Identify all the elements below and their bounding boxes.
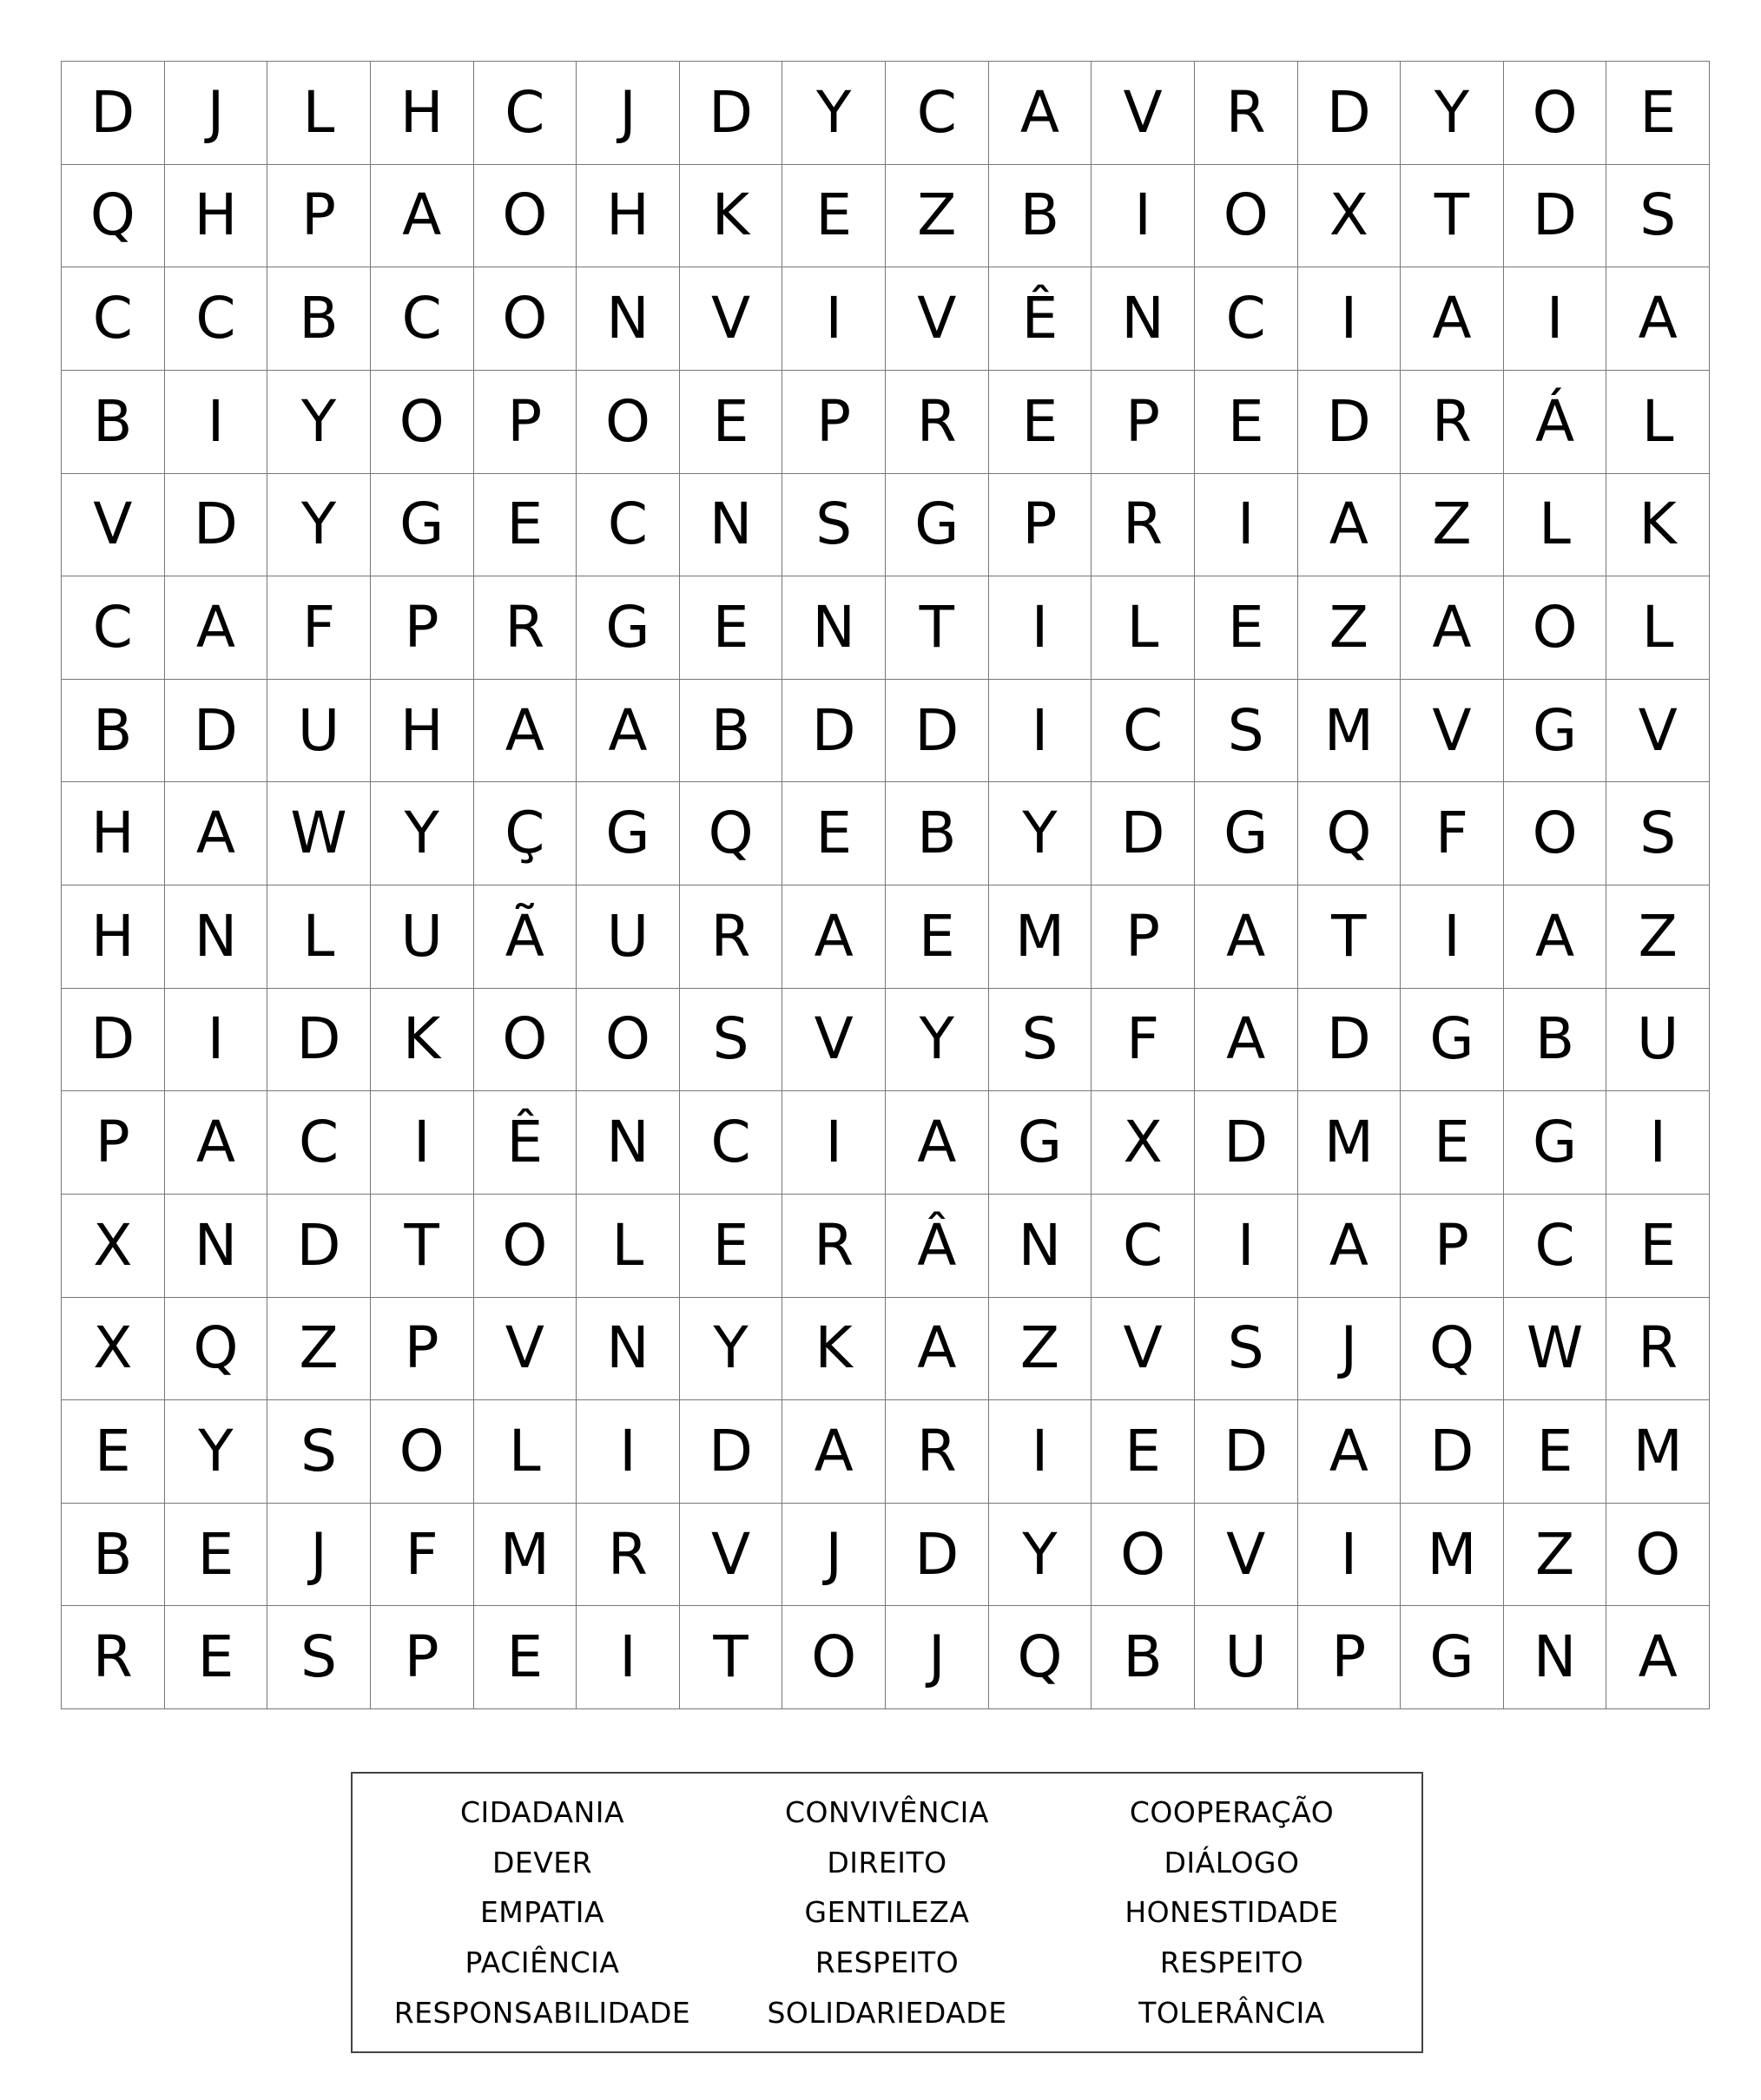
grid-cell[interactable]: I — [1606, 1091, 1710, 1195]
grid-cell[interactable]: W — [1504, 1298, 1607, 1401]
grid-cell[interactable]: Q — [165, 1298, 268, 1401]
grid-cell[interactable]: A — [1298, 474, 1402, 577]
grid-cell[interactable]: A — [165, 1091, 268, 1195]
grid-cell[interactable]: E — [165, 1504, 268, 1607]
grid-cell[interactable]: X — [62, 1195, 165, 1298]
grid-cell[interactable]: X — [62, 1298, 165, 1401]
grid-cell[interactable]: H — [577, 165, 680, 268]
grid-cell[interactable]: D — [1504, 165, 1607, 268]
grid-cell[interactable]: D — [267, 1195, 371, 1298]
grid-cell[interactable]: R — [680, 885, 783, 989]
grid-cell[interactable]: U — [1606, 989, 1710, 1092]
grid-cell[interactable]: H — [371, 62, 474, 165]
grid-cell[interactable]: B — [1504, 989, 1607, 1092]
grid-cell[interactable]: Z — [886, 165, 989, 268]
grid-cell[interactable]: T — [1298, 885, 1402, 989]
grid-cell[interactable]: R — [474, 576, 577, 680]
grid-cell[interactable]: O — [371, 371, 474, 474]
grid-cell[interactable]: S — [1195, 680, 1298, 783]
grid-cell[interactable]: E — [680, 1195, 783, 1298]
grid-cell[interactable]: T — [680, 1606, 783, 1709]
grid-cell[interactable]: B — [989, 165, 1092, 268]
grid-cell[interactable]: A — [1401, 576, 1504, 680]
grid-cell[interactable]: Q — [1401, 1298, 1504, 1401]
grid-cell[interactable]: A — [1195, 989, 1298, 1092]
grid-cell[interactable]: C — [577, 474, 680, 577]
grid-cell[interactable]: V — [62, 474, 165, 577]
word-list-item: EMPATIA — [479, 1895, 605, 1930]
grid-cell[interactable]: D — [1298, 371, 1402, 474]
grid-cell[interactable]: Z — [267, 1298, 371, 1401]
grid-cell[interactable]: U — [577, 885, 680, 989]
grid-cell[interactable]: Ê — [474, 1091, 577, 1195]
grid-cell[interactable]: I — [1298, 1504, 1402, 1607]
grid-cell[interactable]: I — [165, 989, 268, 1092]
grid-cell[interactable]: E — [1195, 371, 1298, 474]
grid-cell[interactable]: V — [782, 989, 886, 1092]
grid-cell[interactable]: P — [989, 474, 1092, 577]
grid-cell[interactable]: T — [1401, 165, 1504, 268]
grid-cell[interactable]: N — [165, 885, 268, 989]
grid-cell[interactable]: G — [886, 474, 989, 577]
grid-cell[interactable]: I — [1195, 474, 1298, 577]
grid-cell[interactable]: V — [1092, 62, 1195, 165]
grid-cell[interactable]: U — [267, 680, 371, 783]
grid-cell[interactable]: S — [1606, 165, 1710, 268]
grid-cell[interactable]: T — [886, 576, 989, 680]
grid-cell[interactable]: P — [371, 1606, 474, 1709]
grid-cell[interactable]: P — [371, 1298, 474, 1401]
grid-cell[interactable]: A — [577, 680, 680, 783]
grid-cell[interactable]: T — [371, 1195, 474, 1298]
grid-cell[interactable]: G — [989, 1091, 1092, 1195]
grid-cell[interactable]: Z — [1606, 885, 1710, 989]
grid-cell[interactable]: P — [782, 371, 886, 474]
grid-cell[interactable]: A — [474, 680, 577, 783]
word-list-item: DIÁLOGO — [1164, 1845, 1300, 1879]
grid-cell[interactable]: S — [267, 1400, 371, 1504]
grid-cell[interactable]: P — [1401, 1195, 1504, 1298]
grid-cell[interactable]: O — [782, 1606, 886, 1709]
grid-cell[interactable]: E — [782, 782, 886, 885]
grid-cell[interactable]: L — [267, 885, 371, 989]
grid-cell[interactable]: M — [989, 885, 1092, 989]
grid-cell[interactable]: Z — [1401, 474, 1504, 577]
grid-cell[interactable]: D — [1298, 989, 1402, 1092]
word-list-item: CONVIVÊNCIA — [785, 1795, 989, 1830]
grid-cell[interactable]: Ã — [474, 885, 577, 989]
grid-cell[interactable]: Y — [782, 62, 886, 165]
grid-cell[interactable]: A — [782, 1400, 886, 1504]
grid-cell[interactable]: Ê — [989, 267, 1092, 371]
grid-cell[interactable]: S — [267, 1606, 371, 1709]
grid-cell[interactable]: E — [165, 1606, 268, 1709]
grid-cell[interactable]: Y — [267, 474, 371, 577]
grid-cell[interactable]: C — [474, 62, 577, 165]
grid-cell[interactable]: I — [989, 1400, 1092, 1504]
grid-cell[interactable]: P — [1092, 885, 1195, 989]
grid-cell[interactable]: I — [165, 371, 268, 474]
grid-cell[interactable]: Ç — [474, 782, 577, 885]
grid-cell[interactable]: P — [1092, 371, 1195, 474]
grid-cell[interactable]: S — [1195, 1298, 1298, 1401]
grid-cell[interactable]: R — [1195, 62, 1298, 165]
grid-cell[interactable]: D — [886, 1504, 989, 1607]
grid-cell[interactable]: Q — [989, 1606, 1092, 1709]
grid-cell[interactable]: O — [1504, 782, 1607, 885]
grid-cell[interactable]: M — [1401, 1504, 1504, 1607]
grid-cell[interactable]: G — [1401, 989, 1504, 1092]
grid-cell[interactable]: A — [1298, 1195, 1402, 1298]
grid-cell[interactable]: C — [886, 62, 989, 165]
grid-cell[interactable]: N — [577, 267, 680, 371]
grid-cell[interactable]: Q — [1298, 782, 1402, 885]
grid-cell[interactable]: O — [474, 267, 577, 371]
grid-cell[interactable]: D — [680, 62, 783, 165]
grid-cell[interactable]: Y — [680, 1298, 783, 1401]
grid-cell[interactable]: E — [680, 371, 783, 474]
grid-cell[interactable]: F — [371, 1504, 474, 1607]
grid-cell[interactable]: Q — [680, 782, 783, 885]
grid-cell[interactable]: E — [680, 576, 783, 680]
grid-cell[interactable]: L — [1606, 371, 1710, 474]
grid-cell[interactable]: K — [1606, 474, 1710, 577]
grid-cell[interactable]: P — [1298, 1606, 1402, 1709]
grid-cell[interactable]: O — [577, 989, 680, 1092]
grid-cell[interactable]: V — [680, 267, 783, 371]
word-list — [351, 1772, 1423, 2053]
grid-cell[interactable]: E — [474, 1606, 577, 1709]
grid-cell[interactable]: C — [1195, 267, 1298, 371]
grid-cell[interactable]: N — [1092, 267, 1195, 371]
grid-cell[interactable]: R — [1606, 1298, 1710, 1401]
grid-cell[interactable]: I — [577, 1606, 680, 1709]
grid-cell[interactable]: L — [474, 1400, 577, 1504]
grid-cell[interactable]: I — [989, 680, 1092, 783]
word-list-item: RESPEITO — [815, 1945, 960, 1980]
grid-cell[interactable]: G — [577, 782, 680, 885]
grid-cell[interactable]: Y — [886, 989, 989, 1092]
grid-cell[interactable]: B — [886, 782, 989, 885]
letter-grid — [61, 61, 1710, 1709]
grid-cell[interactable]: A — [371, 165, 474, 268]
grid-cell[interactable]: B — [62, 1504, 165, 1607]
grid-cell[interactable]: A — [886, 1091, 989, 1195]
grid-cell[interactable]: I — [782, 1091, 886, 1195]
grid-cell[interactable]: Z — [1298, 576, 1402, 680]
grid-cell[interactable]: V — [1401, 680, 1504, 783]
grid-cell[interactable]: O — [1092, 1504, 1195, 1607]
grid-cell[interactable]: D — [62, 989, 165, 1092]
grid-cell[interactable]: R — [886, 371, 989, 474]
grid-cell[interactable]: A — [1606, 267, 1710, 371]
grid-cell[interactable]: D — [1092, 782, 1195, 885]
grid-cell[interactable]: Z — [1504, 1504, 1607, 1607]
grid-cell[interactable]: P — [371, 576, 474, 680]
grid-cell[interactable]: A — [782, 885, 886, 989]
grid-cell[interactable]: E — [1401, 1091, 1504, 1195]
grid-cell[interactable]: R — [782, 1195, 886, 1298]
grid-cell[interactable]: Y — [267, 371, 371, 474]
grid-cell[interactable]: V — [474, 1298, 577, 1401]
grid-cell[interactable]: D — [1401, 1400, 1504, 1504]
grid-cell[interactable]: X — [1092, 1091, 1195, 1195]
grid-cell[interactable]: B — [680, 680, 783, 783]
grid-cell[interactable]: C — [1504, 1195, 1607, 1298]
grid-cell[interactable]: Y — [989, 782, 1092, 885]
grid-cell[interactable]: A — [989, 62, 1092, 165]
grid-cell[interactable]: P — [474, 371, 577, 474]
grid-cell[interactable]: L — [1504, 474, 1607, 577]
grid-cell[interactable]: O — [474, 165, 577, 268]
grid-cell[interactable]: E — [1092, 1400, 1195, 1504]
grid-cell[interactable]: E — [1504, 1400, 1607, 1504]
grid-cell[interactable]: A — [1298, 1400, 1402, 1504]
grid-cell[interactable]: M — [474, 1504, 577, 1607]
word-list-item: RESPEITO — [1159, 1945, 1304, 1980]
grid-cell[interactable]: H — [165, 165, 268, 268]
grid-cell[interactable]: G — [577, 576, 680, 680]
grid-cell[interactable]: O — [474, 1195, 577, 1298]
grid-cell[interactable]: J — [267, 1504, 371, 1607]
grid-cell[interactable]: R — [1401, 371, 1504, 474]
grid-cell[interactable]: C — [1092, 680, 1195, 783]
grid-cell[interactable]: N — [989, 1195, 1092, 1298]
grid-cell[interactable]: J — [165, 62, 268, 165]
grid-cell[interactable]: D — [1298, 62, 1402, 165]
grid-cell[interactable]: F — [267, 576, 371, 680]
grid-cell[interactable]: H — [62, 782, 165, 885]
grid-cell[interactable]: C — [1092, 1195, 1195, 1298]
grid-cell[interactable]: O — [1504, 62, 1607, 165]
grid-cell[interactable]: G — [1504, 1091, 1607, 1195]
grid-cell[interactable]: Y — [165, 1400, 268, 1504]
grid-cell[interactable]: O — [1195, 165, 1298, 268]
word-list-item: COOPERAÇÃO — [1129, 1795, 1335, 1830]
grid-cell[interactable]: I — [1092, 165, 1195, 268]
grid-cell[interactable]: C — [680, 1091, 783, 1195]
grid-cell[interactable]: A — [886, 1298, 989, 1401]
grid-cell[interactable]: O — [577, 371, 680, 474]
grid-cell[interactable]: I — [989, 576, 1092, 680]
grid-cell[interactable]: E — [1606, 1195, 1710, 1298]
grid-cell[interactable]: K — [680, 165, 783, 268]
grid-cell[interactable]: R — [886, 1400, 989, 1504]
grid-cell[interactable]: E — [782, 165, 886, 268]
grid-cell[interactable]: I — [1195, 1195, 1298, 1298]
grid-cell[interactable]: M — [1298, 1091, 1402, 1195]
grid-cell[interactable]: E — [62, 1400, 165, 1504]
grid-cell[interactable]: A — [165, 576, 268, 680]
grid-cell[interactable]: S — [680, 989, 783, 1092]
grid-cell[interactable]: Z — [989, 1298, 1092, 1401]
grid-cell[interactable]: D — [680, 1400, 783, 1504]
grid-cell[interactable]: A — [165, 782, 268, 885]
grid-cell[interactable]: V — [1092, 1298, 1195, 1401]
grid-cell[interactable]: O — [474, 989, 577, 1092]
grid-cell[interactable]: M — [1298, 680, 1402, 783]
grid-cell[interactable]: I — [1504, 267, 1607, 371]
grid-cell[interactable]: G — [1195, 782, 1298, 885]
grid-cell[interactable]: S — [989, 989, 1092, 1092]
grid-cell[interactable]: N — [680, 474, 783, 577]
grid-cell[interactable]: F — [1401, 782, 1504, 885]
grid-cell[interactable]: Á — [1504, 371, 1607, 474]
grid-cell[interactable]: U — [371, 885, 474, 989]
grid-cell[interactable]: D — [62, 62, 165, 165]
grid-cell[interactable]: I — [577, 1400, 680, 1504]
grid-cell[interactable]: A — [1195, 885, 1298, 989]
word-list-item: DIREITO — [827, 1845, 947, 1879]
grid-cell[interactable]: U — [1195, 1606, 1298, 1709]
grid-cell[interactable]: C — [62, 267, 165, 371]
grid-cell[interactable]: H — [62, 885, 165, 989]
grid-cell[interactable]: D — [1195, 1091, 1298, 1195]
grid-cell[interactable]: D — [165, 680, 268, 783]
grid-cell[interactable]: Q — [62, 165, 165, 268]
grid-cell[interactable]: L — [1092, 576, 1195, 680]
grid-cell[interactable]: A — [1401, 267, 1504, 371]
grid-cell[interactable]: B — [62, 371, 165, 474]
grid-cell[interactable]: D — [267, 989, 371, 1092]
grid-cell[interactable]: I — [782, 267, 886, 371]
word-list-item: TOLERÂNCIA — [1138, 1995, 1325, 2030]
grid-cell[interactable]: A — [1504, 885, 1607, 989]
grid-cell[interactable]: C — [371, 267, 474, 371]
word-list-item: RESPONSABILIDADE — [393, 1995, 691, 2030]
grid-cell[interactable]: W — [267, 782, 371, 885]
grid-cell[interactable]: N — [782, 576, 886, 680]
grid-cell[interactable]: M — [1606, 1400, 1710, 1504]
grid-cell[interactable]: E — [989, 371, 1092, 474]
grid-cell[interactable]: X — [1298, 165, 1402, 268]
grid-cell[interactable]: O — [1606, 1504, 1710, 1607]
grid-cell[interactable]: J — [577, 62, 680, 165]
grid-cell[interactable]: S — [1606, 782, 1710, 885]
grid-cell[interactable]: V — [886, 267, 989, 371]
word-list-item: DEVER — [491, 1845, 593, 1879]
grid-cell[interactable]: Y — [1401, 62, 1504, 165]
grid-cell[interactable]: B — [267, 267, 371, 371]
grid-cell[interactable]: P — [267, 165, 371, 268]
grid-cell[interactable]: D — [886, 680, 989, 783]
grid-cell[interactable]: N — [1504, 1606, 1607, 1709]
grid-cell[interactable]: Y — [371, 782, 474, 885]
grid-cell[interactable]: E — [1606, 62, 1710, 165]
grid-cell[interactable]: E — [1195, 576, 1298, 680]
grid-cell[interactable]: V — [680, 1504, 783, 1607]
grid-cell[interactable]: N — [165, 1195, 268, 1298]
grid-cell[interactable]: J — [1298, 1298, 1402, 1401]
grid-cell[interactable]: C — [165, 267, 268, 371]
grid-cell[interactable]: I — [1401, 885, 1504, 989]
grid-cell[interactable]: A — [1606, 1606, 1710, 1709]
grid-cell[interactable]: R — [62, 1606, 165, 1709]
grid-cell[interactable]: K — [371, 989, 474, 1092]
word-list-item: GENTILEZA — [804, 1895, 970, 1930]
grid-cell[interactable]: C — [62, 576, 165, 680]
grid-cell[interactable]: G — [371, 474, 474, 577]
grid-cell[interactable]: F — [1092, 989, 1195, 1092]
word-list-item: PACIÊNCIA — [465, 1945, 620, 1980]
grid-cell[interactable]: J — [782, 1504, 886, 1607]
grid-cell[interactable]: D — [165, 474, 268, 577]
grid-cell[interactable]: Â — [886, 1195, 989, 1298]
grid-cell[interactable]: N — [577, 1091, 680, 1195]
grid-cell[interactable]: D — [782, 680, 886, 783]
grid-cell[interactable]: O — [371, 1400, 474, 1504]
grid-cell[interactable]: B — [62, 680, 165, 783]
grid-cell[interactable]: I — [1298, 267, 1402, 371]
grid-cell[interactable]: L — [577, 1195, 680, 1298]
grid-cell[interactable]: K — [782, 1298, 886, 1401]
grid-cell[interactable]: V — [1606, 680, 1710, 783]
grid-cell[interactable]: N — [577, 1298, 680, 1401]
grid-cell[interactable]: B — [1092, 1606, 1195, 1709]
word-list-item: SOLIDARIEDADE — [767, 1995, 1007, 2030]
grid-cell[interactable]: R — [577, 1504, 680, 1607]
grid-cell[interactable]: V — [1195, 1504, 1298, 1607]
word-list-item: HONESTIDADE — [1125, 1895, 1339, 1930]
grid-cell[interactable]: I — [371, 1091, 474, 1195]
grid-cell[interactable]: D — [1195, 1400, 1298, 1504]
grid-cell[interactable]: G — [1504, 680, 1607, 783]
grid-cell[interactable]: Y — [989, 1504, 1092, 1607]
grid-cell[interactable]: H — [371, 680, 474, 783]
grid-cell[interactable]: R — [1092, 474, 1195, 577]
grid-cell[interactable]: G — [1401, 1606, 1504, 1709]
grid-cell[interactable]: C — [267, 1091, 371, 1195]
grid-cell[interactable]: L — [1606, 576, 1710, 680]
grid-cell[interactable]: E — [886, 885, 989, 989]
grid-cell[interactable]: P — [62, 1091, 165, 1195]
grid-cell[interactable]: L — [267, 62, 371, 165]
grid-cell[interactable]: J — [886, 1606, 989, 1709]
grid-cell[interactable]: S — [782, 474, 886, 577]
grid-cell[interactable]: O — [1504, 576, 1607, 680]
word-list-item: CIDADANIA — [459, 1795, 625, 1830]
grid-cell[interactable]: E — [474, 474, 577, 577]
